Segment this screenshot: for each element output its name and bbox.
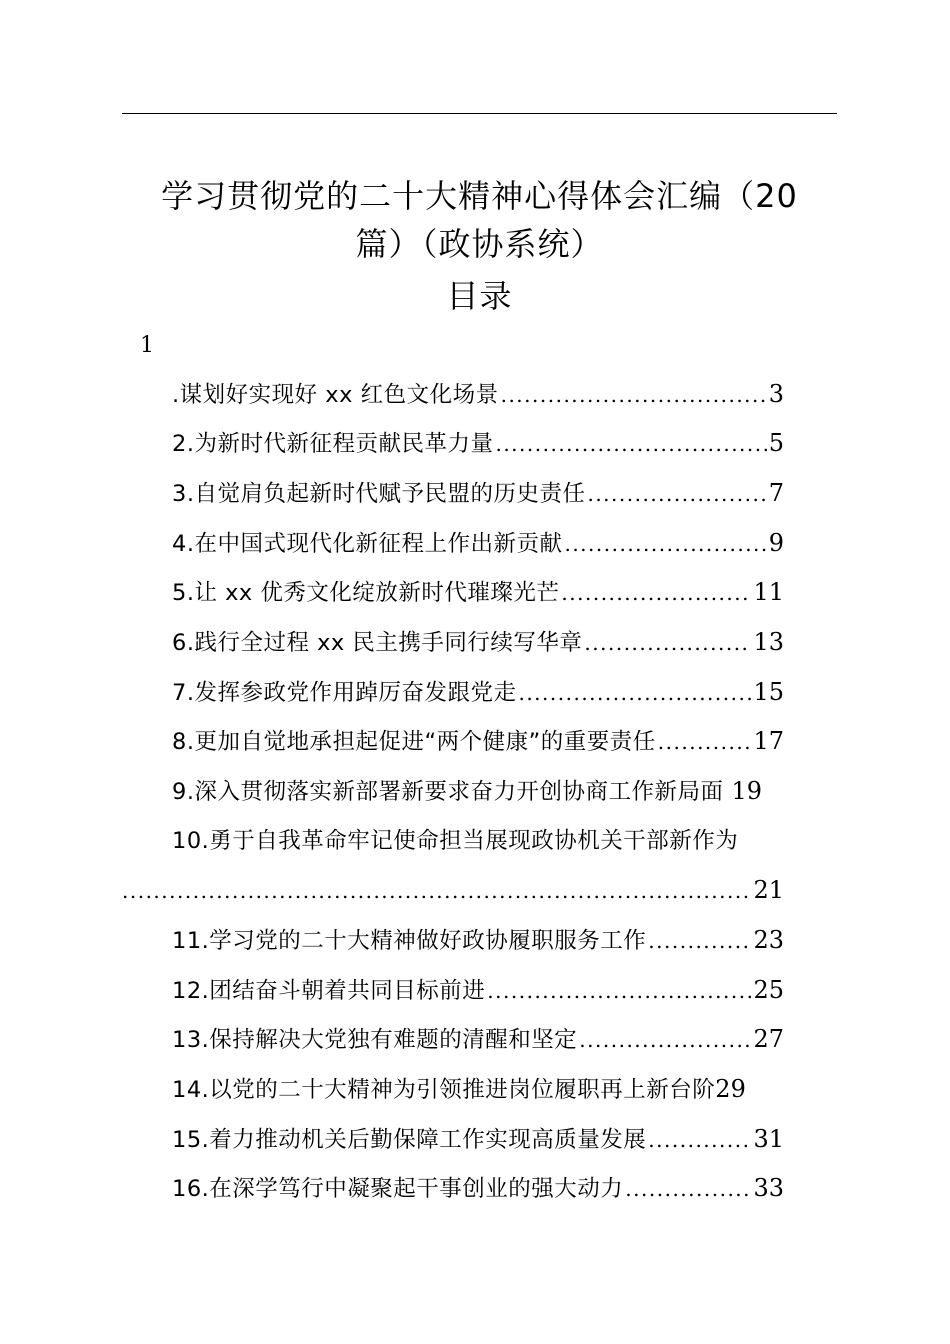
toc-leader-dots <box>648 923 751 959</box>
toc-entry[interactable] <box>172 574 784 610</box>
toc-entry-page: 31 <box>753 1125 784 1153</box>
toc-entry-title: 16.在深学笃行中凝聚起干事创业的强大动力 <box>172 1176 624 1202</box>
toc-entry[interactable] <box>172 823 837 859</box>
toc-entry[interactable] <box>172 475 784 511</box>
toc-entry-title: 10.勇于自我革命牢记使命担当展现政协机关干部新作为 <box>172 828 739 854</box>
toc-first-number: 1 <box>140 333 154 358</box>
toc-entry[interactable] <box>172 674 784 710</box>
toc-entry[interactable] <box>172 376 784 412</box>
toc-entry-title: 7.发挥参政党作用踔厉奋发跟党走 <box>172 680 517 706</box>
toc-leader-dots <box>518 675 751 711</box>
toc-leader-dots <box>648 1122 751 1158</box>
toc-entry-page: 17 <box>753 727 784 755</box>
toc-entry-page: 5 <box>768 429 784 457</box>
toc-entry[interactable] <box>172 1170 784 1206</box>
toc-entry[interactable] <box>172 1071 812 1107</box>
toc-entry-title: 4.在中国式现代化新征程上作出新贡献 <box>172 531 563 557</box>
toc-entry-page: 11 <box>753 578 784 606</box>
toc-entry-title: 11.学习党的二十大精神做好政协履职服务工作 <box>172 928 647 954</box>
toc-entry-title: 8.更加自觉地承担起促进“两个健康”的重要责任 <box>172 729 656 755</box>
document-title-line-2: 篇）（政协系统） <box>355 225 604 263</box>
toc-entry-title: 6.践行全过程 xx 民主携手同行续写华章 <box>172 630 583 656</box>
toc-leader-dots <box>495 426 766 462</box>
toc-entry[interactable] <box>172 624 784 660</box>
toc-entry-title: .谋划好实现好 xx 红色文化场景 <box>172 382 499 408</box>
toc-entry-page: 25 <box>753 976 784 1004</box>
toc-entry-continuation[interactable] <box>122 872 784 908</box>
toc-entry-page: 13 <box>753 628 784 656</box>
toc-entry[interactable] <box>172 972 784 1008</box>
toc-leader-dots <box>487 973 751 1009</box>
toc-entry[interactable] <box>172 1121 784 1157</box>
toc-entry-title: 3.自觉肩负起新时代赋予民盟的历史责任 <box>172 481 586 507</box>
toc-entry[interactable] <box>172 773 827 809</box>
toc-entry[interactable] <box>172 425 784 461</box>
toc-leader-dots <box>122 873 751 909</box>
toc-leader-dots <box>587 476 766 512</box>
toc-heading: 目录 <box>446 277 513 315</box>
toc-entry-title: 14.以党的二十大精神为引领推进岗位履职再上新台阶 <box>172 1077 716 1103</box>
toc-entry-title: 2.为新时代新征程贡献民革力量 <box>172 431 494 457</box>
toc-leader-dots <box>561 575 751 611</box>
toc-leader-dots <box>584 625 751 661</box>
toc-leader-dots <box>658 724 752 760</box>
header-rule <box>122 113 837 114</box>
toc-entry[interactable] <box>172 922 784 958</box>
toc-entry-page: 29 <box>715 1075 746 1103</box>
toc-leader-dots <box>579 1022 751 1058</box>
toc-entry-page: 33 <box>753 1174 784 1202</box>
toc-entry-page: 19 <box>731 777 763 805</box>
toc-leader-dots <box>501 377 767 413</box>
toc-entry-page: 9 <box>768 529 784 557</box>
toc-entry-title: 5.让 xx 优秀文化绽放新时代璀璨光芒 <box>172 580 560 606</box>
toc-entry[interactable] <box>172 723 784 759</box>
document-title-line-1: 学习贯彻党的二十大精神心得体会汇编（20 <box>161 177 798 215</box>
toc-entry-page: 27 <box>753 1025 784 1053</box>
toc-entry-page: 21 <box>753 876 784 904</box>
toc-entry-page: 23 <box>753 926 784 954</box>
toc-entry-page: 7 <box>768 479 784 507</box>
toc-entry-page: 3 <box>768 380 784 408</box>
toc-leader-dots <box>564 526 766 562</box>
toc-entry-page: 15 <box>753 678 784 706</box>
toc-leader-dots <box>625 1171 751 1207</box>
toc-entry-title: 13.保持解决大党独有难题的清醒和坚定 <box>172 1027 578 1053</box>
toc-entry-title: 12.团结奋斗朝着共同目标前进 <box>172 978 486 1004</box>
toc-entry-title: 15.着力推动机关后勤保障工作实现高质量发展 <box>172 1127 647 1153</box>
toc-entry[interactable] <box>172 1021 784 1057</box>
toc-entry-title: 9.深入贯彻落实新部署新要求奋力开创协商工作新局面 <box>172 779 724 805</box>
toc-entry[interactable] <box>172 525 784 561</box>
